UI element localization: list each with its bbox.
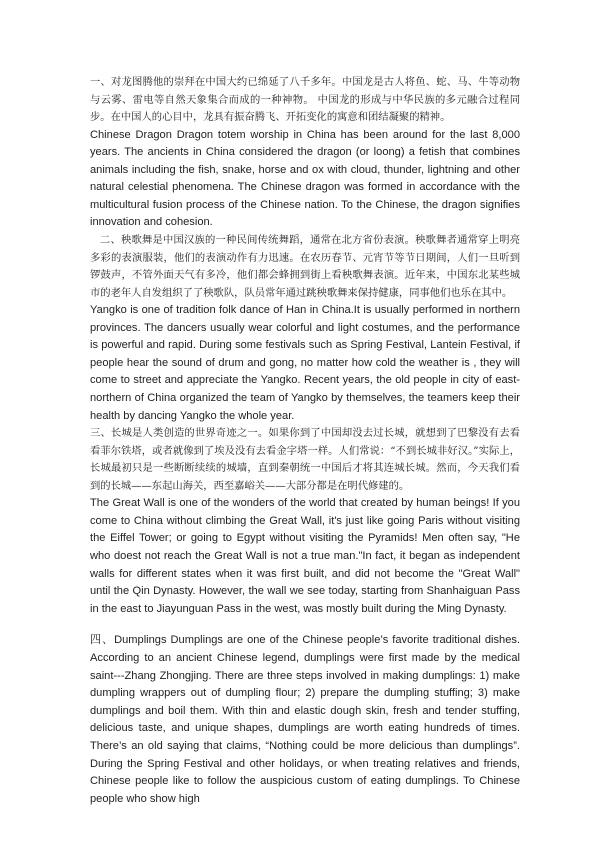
paragraph-great-wall-zh: 三、长城是人类创造的世界奇迹之一。如果你到了中国却没去过长城，就想到了巴黎没有去看看菲尔铁塔，或者就像到了埃及没有去看金字塔一样。人们常说：“不到长城非好汉。”实际上，长城最初只是一些断断续续的城墙，直到秦朝统一中国后才将其连城长城。然而，今天我们看到的长城——东起山海关，西至嘉峪关——大部分都是在明代修建的。 — [90, 427, 520, 492]
paragraph-yangko-zh: 二、秧歌舞是中国汉族的一种民间传统舞蹈，通常在北方省份表演。秧歌舞者通常穿上明亮多彩的表演服装，他们的表演动作有力迅速。在农历春节、元宵节等节日期间，人们一旦听到锣鼓声，不管外面天气有多冷，他们都会蜂拥到街上看秧歌舞表演。近年来，中国东北某些城市的老年人自发组织了了秧歌队，队员常年通过跳秧歌舞来保持健康，同事他们也乐在其中。 — [90, 234, 520, 299]
paragraph-great-wall-en: The Great Wall is one of the wonders of the world that created by human beings! If you come to China without climbing the Great Wall, it's just like going Paris without visiting the Eiffel Tower; or going to Egypt without visiting the Pyramids! Men often say, "He who doest not reach the Great Wall is not a true man."In fact, it began as independent walls for different states when it was first built, and did not become the "Great Wall" until the Qin Dynasty. However, the wall we see today, starting from Shanhaiguan Pass in the east to Jiayunguan Pass in the west, was mostly built during the Ming Dynasty. — [90, 497, 520, 615]
document-body — [90, 74, 520, 808]
paragraph-yangko-en: Yangko is one of tradition folk dance of Han in China.It is usually performed in northern provinces. The dancers usually wear colorful and light costumes, and the performance is powerful and rapid. During some festivals such as Spring Festival, Lantein Festival, if people hear the sound of drum and gong, no matter how cold the weather is , they will come to street and appreciate the Yangko. Recent years, the old people in city of east-northern of China organized the team of Yangko by themselves, the teamers keep their health by dancing Yangko the whole year. — [90, 304, 520, 422]
paragraph-dumplings: 四、Dumplings Dumplings are one of the Chinese people’s favorite traditional dishes. According to an ancient Chinese legend, dumplings were first made by the medical saint---Zhang Zhongjing. There are three steps involved in making dumplings: 1) make dumpling wrappers out of dumpling flour; 2) prepare the dumpling stuffing; 3) make dumplings and boil them. With thin and elastic dough skin, fresh and tender stuffing, delicious taste, and unique shapes, dumplings are worth eating hundreds of times. There’s an old saying that claims, “Nothing could be more delicious than dumplings”. During the Spring Festival and other holidays, or when treating relatives and friends, Chinese people like to follow the auspicious custom of eating dumplings. To Chinese people who show high — [90, 634, 520, 805]
paragraph-dragon-zh: 一、对龙图腾他的崇拜在中国大约已绵延了八千多年。中国龙是古人将鱼、蛇、马、牛等动物与云雾、雷电等自然天象集合而成的一种神物。 中国龙的形成与中华民族的多元融合过程同步。在中国人的心目中，龙具有振奋腾飞、开拓变化的寓意和团结凝聚的精神。 — [90, 76, 520, 123]
paragraph-dragon-en: Chinese Dragon Dragon totem worship in China has been around for the last 8,000 years. The ancients in China considered the dragon (or loong) a fetish that combines animals including the fish, snake, horse and ox with cloud, thunder, lightning and other natural celestial phenomena. The Chinese dragon was formed in accordance with the multicultural fusion process of the Chinese nation. To the Chinese, the dragon signifies innovation and cohesion. — [90, 128, 520, 229]
